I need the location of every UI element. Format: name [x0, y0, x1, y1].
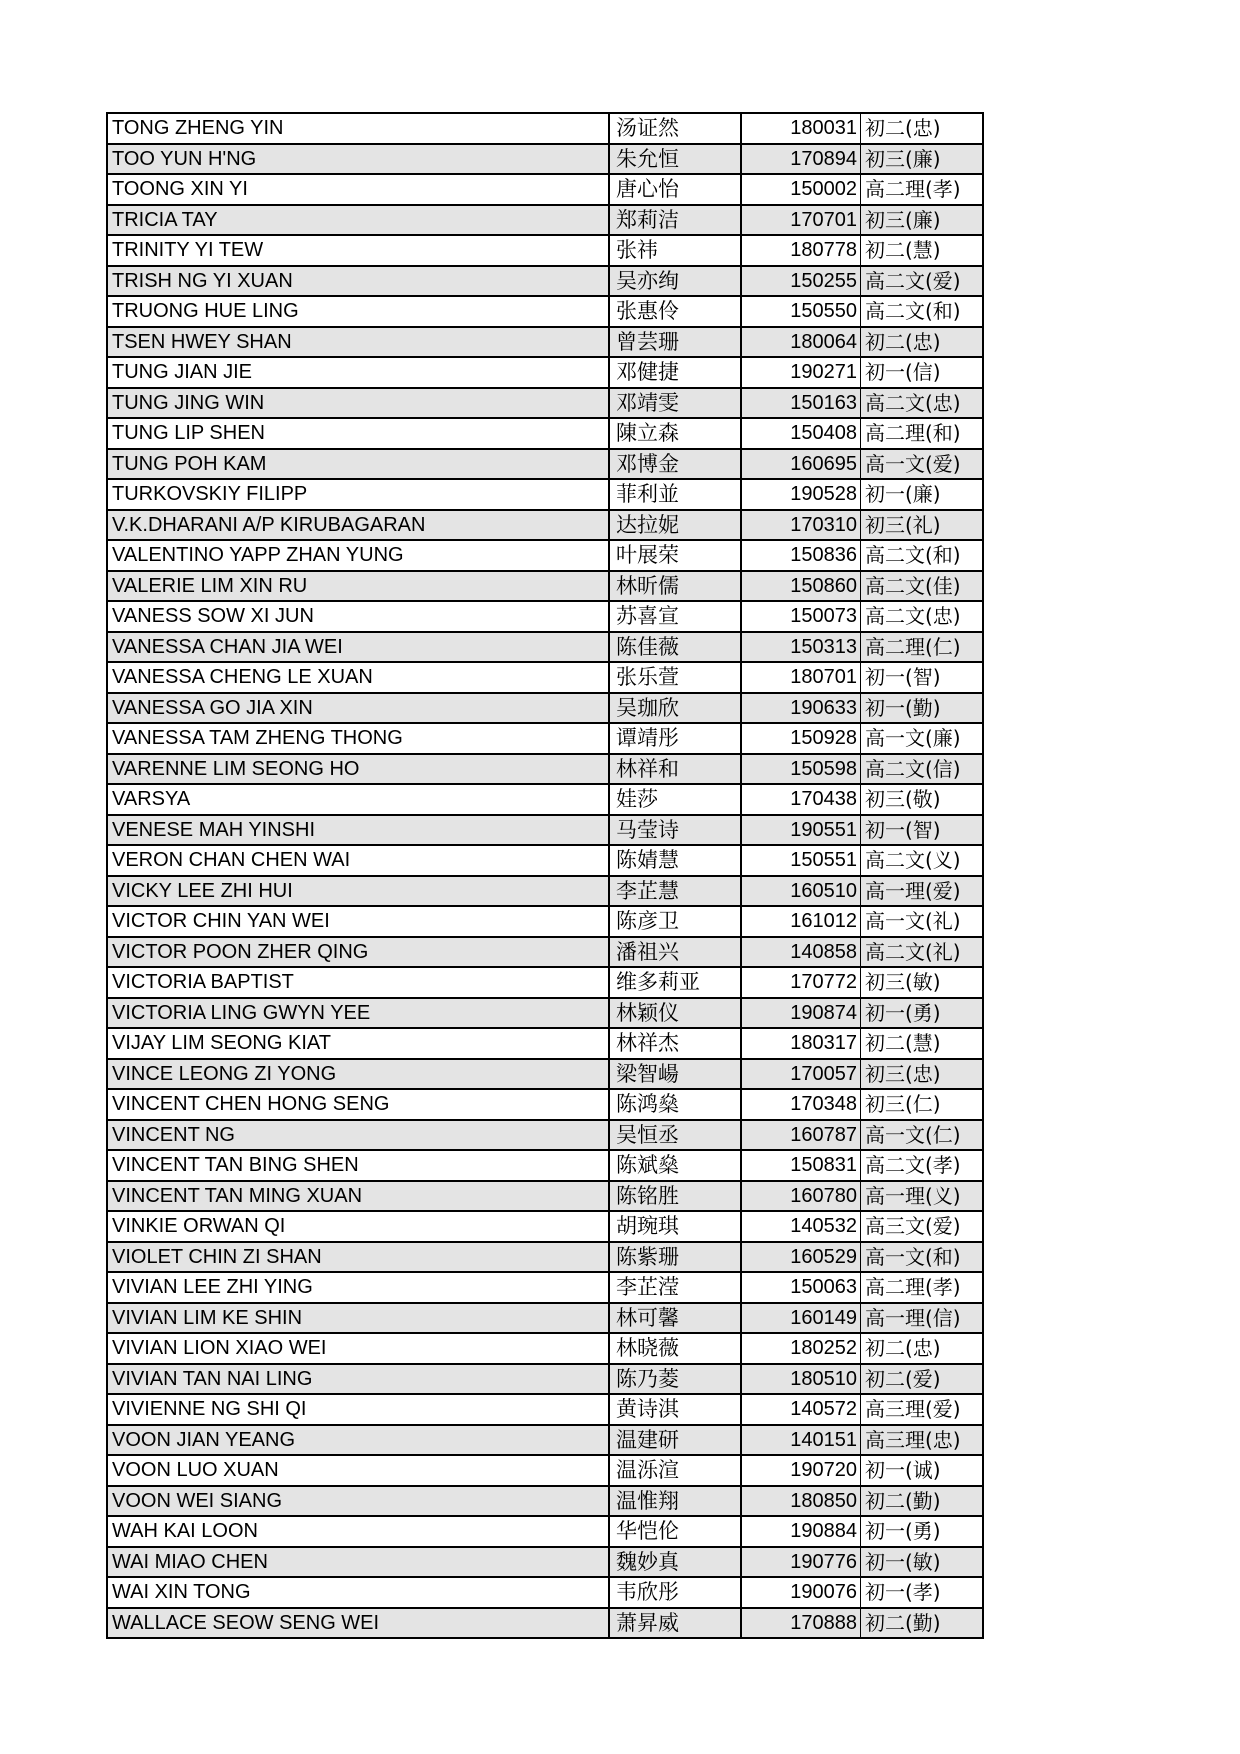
student-chinese-name: 陳立森 — [609, 418, 741, 449]
student-english-name: VINCENT CHEN HONG SENG — [107, 1089, 609, 1120]
student-id: 161012 — [741, 906, 861, 937]
student-class: 高一文(礼) — [861, 906, 984, 937]
student-id: 170310 — [741, 510, 861, 541]
student-chinese-name: 张惠伶 — [609, 296, 741, 327]
student-chinese-name: 娃莎 — [609, 784, 741, 815]
student-class: 初一(勇) — [861, 998, 984, 1029]
student-english-name: VICTORIA LING GWYN YEE — [107, 998, 609, 1029]
table-row — [107, 662, 983, 693]
student-id: 190528 — [741, 479, 861, 510]
student-english-name: WAH KAI LOON — [107, 1516, 609, 1547]
student-english-name: VIOLET CHIN ZI SHAN — [107, 1242, 609, 1273]
student-english-name: VENESE MAH YINSHI — [107, 815, 609, 846]
student-english-name: VOON JIAN YEANG — [107, 1425, 609, 1456]
table-row — [107, 540, 983, 571]
student-chinese-name: 陈鸿燊 — [609, 1089, 741, 1120]
student-chinese-name: 梁智崵 — [609, 1059, 741, 1090]
table-row — [107, 327, 983, 358]
student-chinese-name: 朱允恒 — [609, 144, 741, 175]
student-english-name: V.K.DHARANI A/P KIRUBAGARAN — [107, 510, 609, 541]
student-chinese-name: 林昕儒 — [609, 571, 741, 602]
student-class: 初二(忠) — [861, 327, 984, 358]
student-id: 140572 — [741, 1394, 861, 1425]
student-chinese-name: 陈彦卫 — [609, 906, 741, 937]
student-id: 170772 — [741, 967, 861, 998]
student-class: 高二文(忠) — [861, 601, 984, 632]
student-class: 高一文(廉) — [861, 723, 984, 754]
student-id: 150163 — [741, 388, 861, 419]
student-chinese-name: 陈乃菱 — [609, 1364, 741, 1395]
student-chinese-name: 唐心怡 — [609, 174, 741, 205]
student-english-name: VINCENT TAN BING SHEN — [107, 1150, 609, 1181]
table-row — [107, 1547, 983, 1578]
table-row — [107, 418, 983, 449]
student-id: 190776 — [741, 1547, 861, 1578]
table-row — [107, 113, 983, 144]
student-chinese-name: 华恺伦 — [609, 1516, 741, 1547]
table-row — [107, 266, 983, 297]
student-class: 初三(礼) — [861, 510, 984, 541]
student-id: 150313 — [741, 632, 861, 663]
student-chinese-name: 林祥杰 — [609, 1028, 741, 1059]
student-english-name: VANESSA CHENG LE XUAN — [107, 662, 609, 693]
student-chinese-name: 曾芸珊 — [609, 327, 741, 358]
student-chinese-name: 汤证然 — [609, 113, 741, 144]
student-english-name: VIVIAN LEE ZHI YING — [107, 1272, 609, 1303]
student-id: 150550 — [741, 296, 861, 327]
student-id: 190551 — [741, 815, 861, 846]
student-chinese-name: 温泺渲 — [609, 1455, 741, 1486]
table-row — [107, 1577, 983, 1608]
student-chinese-name: 吴珈欣 — [609, 693, 741, 724]
student-id: 190633 — [741, 693, 861, 724]
student-class: 高一理(爱) — [861, 876, 984, 907]
student-id: 180252 — [741, 1333, 861, 1364]
table-row — [107, 693, 983, 724]
table-row — [107, 571, 983, 602]
table-row — [107, 784, 983, 815]
student-english-name: TRISH NG YI XUAN — [107, 266, 609, 297]
student-chinese-name: 张祎 — [609, 235, 741, 266]
student-class: 高一理(信) — [861, 1303, 984, 1334]
table-row — [107, 1455, 983, 1486]
student-chinese-name: 陈铭胜 — [609, 1181, 741, 1212]
table-row — [107, 174, 983, 205]
student-id: 170894 — [741, 144, 861, 175]
table-row — [107, 449, 983, 480]
table-row — [107, 1089, 983, 1120]
student-english-name: VANESS SOW XI JUN — [107, 601, 609, 632]
student-chinese-name: 叶展荣 — [609, 540, 741, 571]
student-chinese-name: 邓博金 — [609, 449, 741, 480]
student-class: 初一(廉) — [861, 479, 984, 510]
student-chinese-name: 萧昇威 — [609, 1608, 741, 1639]
table-row — [107, 998, 983, 1029]
table-row — [107, 1211, 983, 1242]
table-row — [107, 815, 983, 846]
student-chinese-name: 潘祖兴 — [609, 937, 741, 968]
student-class: 高二文(孝) — [861, 1150, 984, 1181]
student-chinese-name: 菲利並 — [609, 479, 741, 510]
student-id: 160510 — [741, 876, 861, 907]
student-chinese-name: 温惟翔 — [609, 1486, 741, 1517]
table-row — [107, 1120, 983, 1151]
student-english-name: VIVIAN LIM KE SHIN — [107, 1303, 609, 1334]
student-id: 150551 — [741, 845, 861, 876]
student-id: 150860 — [741, 571, 861, 602]
student-id: 180031 — [741, 113, 861, 144]
table-row — [107, 1181, 983, 1212]
student-english-name: VINCENT NG — [107, 1120, 609, 1151]
table-row — [107, 1394, 983, 1425]
student-class: 初三(忠) — [861, 1059, 984, 1090]
student-id: 190884 — [741, 1516, 861, 1547]
student-english-name: VIVIENNE NG SHI QI — [107, 1394, 609, 1425]
student-chinese-name: 林颖仪 — [609, 998, 741, 1029]
student-id: 160695 — [741, 449, 861, 480]
student-class: 高二文(爱) — [861, 266, 984, 297]
table-row — [107, 723, 983, 754]
student-class: 初二(勤) — [861, 1608, 984, 1639]
student-id: 180064 — [741, 327, 861, 358]
student-class: 初三(廉) — [861, 205, 984, 236]
student-chinese-name: 马莹诗 — [609, 815, 741, 846]
student-english-name: VARENNE LIM SEONG HO — [107, 754, 609, 785]
student-class: 初一(智) — [861, 662, 984, 693]
table-row — [107, 144, 983, 175]
student-class: 高二文(佳) — [861, 571, 984, 602]
student-english-name: VICTOR POON ZHER QING — [107, 937, 609, 968]
table-row — [107, 388, 983, 419]
student-id: 160149 — [741, 1303, 861, 1334]
table-row — [107, 754, 983, 785]
student-id: 170438 — [741, 784, 861, 815]
student-english-name: TOONG XIN YI — [107, 174, 609, 205]
student-english-name: VIVIAN LION XIAO WEI — [107, 1333, 609, 1364]
student-chinese-name: 郑莉洁 — [609, 205, 741, 236]
student-id: 150408 — [741, 418, 861, 449]
student-id: 160780 — [741, 1181, 861, 1212]
student-class: 初一(孝) — [861, 1577, 984, 1608]
table-row — [107, 510, 983, 541]
student-class: 高二文(和) — [861, 540, 984, 571]
student-id: 150002 — [741, 174, 861, 205]
student-chinese-name: 温建研 — [609, 1425, 741, 1456]
student-id: 180317 — [741, 1028, 861, 1059]
student-class: 初一(智) — [861, 815, 984, 846]
student-english-name: VIVIAN TAN NAI LING — [107, 1364, 609, 1395]
student-class: 初二(慧) — [861, 1028, 984, 1059]
student-class: 高三文(爱) — [861, 1211, 984, 1242]
table-row — [107, 906, 983, 937]
student-class: 初二(勤) — [861, 1486, 984, 1517]
table-row — [107, 1059, 983, 1090]
table-row — [107, 1028, 983, 1059]
table-row — [107, 205, 983, 236]
table-row — [107, 1364, 983, 1395]
student-id: 180778 — [741, 235, 861, 266]
student-id: 160529 — [741, 1242, 861, 1273]
student-id: 150928 — [741, 723, 861, 754]
student-english-name: TUNG POH KAM — [107, 449, 609, 480]
student-chinese-name: 达拉妮 — [609, 510, 741, 541]
student-id: 150063 — [741, 1272, 861, 1303]
table-row — [107, 1516, 983, 1547]
student-english-name: VICKY LEE ZHI HUI — [107, 876, 609, 907]
student-id: 190720 — [741, 1455, 861, 1486]
student-chinese-name: 吴亦绚 — [609, 266, 741, 297]
student-english-name: VINKIE ORWAN QI — [107, 1211, 609, 1242]
student-chinese-name: 邓健捷 — [609, 357, 741, 388]
table-row — [107, 845, 983, 876]
student-chinese-name: 陈斌燊 — [609, 1150, 741, 1181]
student-english-name: VOON WEI SIANG — [107, 1486, 609, 1517]
table-row — [107, 1425, 983, 1456]
table-row — [107, 1242, 983, 1273]
student-english-name: TUNG JING WIN — [107, 388, 609, 419]
student-class: 高二理(和) — [861, 418, 984, 449]
table-row — [107, 876, 983, 907]
student-id: 150073 — [741, 601, 861, 632]
student-english-name: TRICIA TAY — [107, 205, 609, 236]
student-class: 初三(敏) — [861, 967, 984, 998]
student-class: 初二(忠) — [861, 1333, 984, 1364]
student-chinese-name: 黄诗淇 — [609, 1394, 741, 1425]
student-class: 高二理(孝) — [861, 174, 984, 205]
student-id: 150836 — [741, 540, 861, 571]
student-id: 180850 — [741, 1486, 861, 1517]
table-row — [107, 1333, 983, 1364]
student-class: 高二文(信) — [861, 754, 984, 785]
student-chinese-name: 陈紫珊 — [609, 1242, 741, 1273]
student-english-name: VICTOR CHIN YAN WEI — [107, 906, 609, 937]
table-row — [107, 296, 983, 327]
student-chinese-name: 吴恒丞 — [609, 1120, 741, 1151]
student-chinese-name: 韦欣彤 — [609, 1577, 741, 1608]
student-chinese-name: 陈佳薇 — [609, 632, 741, 663]
student-english-name: VICTORIA BAPTIST — [107, 967, 609, 998]
student-english-name: TONG ZHENG YIN — [107, 113, 609, 144]
student-id: 140151 — [741, 1425, 861, 1456]
student-class: 高二文(义) — [861, 845, 984, 876]
student-id: 170348 — [741, 1089, 861, 1120]
student-class: 高二理(孝) — [861, 1272, 984, 1303]
student-english-name: TSEN HWEY SHAN — [107, 327, 609, 358]
table-row — [107, 235, 983, 266]
student-class: 高二文(忠) — [861, 388, 984, 419]
student-class: 高一文(爱) — [861, 449, 984, 480]
student-class: 初三(敬) — [861, 784, 984, 815]
student-english-name: VERON CHAN CHEN WAI — [107, 845, 609, 876]
student-class: 初二(忠) — [865, 116, 941, 141]
roster-body — [107, 113, 983, 1638]
table-row — [107, 601, 983, 632]
student-chinese-name: 维多莉亚 — [609, 967, 741, 998]
student-english-name: VARSYA — [107, 784, 609, 815]
student-english-name: VALERIE LIM XIN RU — [107, 571, 609, 602]
student-english-name: VANESSA TAM ZHENG THONG — [107, 723, 609, 754]
table-row — [107, 1303, 983, 1334]
student-chinese-name: 邓靖雯 — [609, 388, 741, 419]
student-id: 190874 — [741, 998, 861, 1029]
student-class: 初二(慧) — [861, 235, 984, 266]
table-row — [107, 967, 983, 998]
student-english-name: TRUONG HUE LING — [107, 296, 609, 327]
student-english-name: TOO YUN H'NG — [107, 144, 609, 175]
table-row — [107, 1272, 983, 1303]
student-english-name: VALENTINO YAPP ZHAN YUNG — [107, 540, 609, 571]
student-id: 170701 — [741, 205, 861, 236]
student-id: 180701 — [741, 662, 861, 693]
student-english-name: VINCE LEONG ZI YONG — [107, 1059, 609, 1090]
student-id: 150831 — [741, 1150, 861, 1181]
table-row — [107, 357, 983, 388]
student-chinese-name: 林可馨 — [609, 1303, 741, 1334]
student-english-name: VANESSA GO JIA XIN — [107, 693, 609, 724]
student-class: 高二理(仁) — [861, 632, 984, 663]
student-class: 初一(勇) — [861, 1516, 984, 1547]
table-row — [107, 937, 983, 968]
student-english-name: TURKOVSKIY FILIPP — [107, 479, 609, 510]
student-id: 160787 — [741, 1120, 861, 1151]
table-row — [107, 479, 983, 510]
student-id: 140858 — [741, 937, 861, 968]
student-chinese-name: 林晓薇 — [609, 1333, 741, 1364]
student-class: 高三理(忠) — [861, 1425, 984, 1456]
table-row — [107, 1150, 983, 1181]
student-chinese-name: 张乐萱 — [609, 662, 741, 693]
student-id: 150598 — [741, 754, 861, 785]
table-row — [107, 1608, 983, 1639]
student-class: 高一文(仁) — [861, 1120, 984, 1151]
student-english-name: VANESSA CHAN JIA WEI — [107, 632, 609, 663]
student-chinese-name: 胡琬琪 — [609, 1211, 741, 1242]
student-class: 初一(信) — [861, 357, 984, 388]
student-english-name: TUNG LIP SHEN — [107, 418, 609, 449]
student-chinese-name: 林祥和 — [609, 754, 741, 785]
student-english-name: WALLACE SEOW SENG WEI — [107, 1608, 609, 1639]
student-id: 140532 — [741, 1211, 861, 1242]
student-english-name: TUNG JIAN JIE — [107, 357, 609, 388]
table-row — [107, 632, 983, 663]
student-chinese-name: 陈婧慧 — [609, 845, 741, 876]
student-class: 初三(仁) — [861, 1089, 984, 1120]
student-id: 190271 — [741, 357, 861, 388]
student-id: 180510 — [741, 1364, 861, 1395]
student-class: 初二(爱) — [861, 1364, 984, 1395]
student-chinese-name: 李芷慧 — [609, 876, 741, 907]
student-class: 初三(廉) — [861, 144, 984, 175]
student-id: 190076 — [741, 1577, 861, 1608]
student-class: 高二文(礼) — [861, 937, 984, 968]
student-class: 初一(诚) — [861, 1455, 984, 1486]
student-class: 高二文(和) — [861, 296, 984, 327]
student-class: 初一(勤) — [861, 693, 984, 724]
student-class: 高一文(和) — [861, 1242, 984, 1273]
student-class: 高一理(义) — [861, 1181, 984, 1212]
table-row — [107, 1486, 983, 1517]
student-chinese-name: 谭靖彤 — [609, 723, 741, 754]
student-id: 170057 — [741, 1059, 861, 1090]
student-class: 高三理(爱) — [861, 1394, 984, 1425]
student-english-name: VINCENT TAN MING XUAN — [107, 1181, 609, 1212]
student-english-name: VIJAY LIM SEONG KIAT — [107, 1028, 609, 1059]
student-roster-table — [106, 112, 984, 1639]
student-english-name: WAI MIAO CHEN — [107, 1547, 609, 1578]
student-class: 初一(敏) — [861, 1547, 984, 1578]
student-english-name: TRINITY YI TEW — [107, 235, 609, 266]
student-english-name: WAI XIN TONG — [107, 1577, 609, 1608]
student-chinese-name: 李芷滢 — [609, 1272, 741, 1303]
student-chinese-name: 魏妙真 — [609, 1547, 741, 1578]
student-chinese-name: 苏喜宣 — [609, 601, 741, 632]
student-id: 150255 — [741, 266, 861, 297]
student-id: 170888 — [741, 1608, 861, 1639]
student-english-name: VOON LUO XUAN — [107, 1455, 609, 1486]
